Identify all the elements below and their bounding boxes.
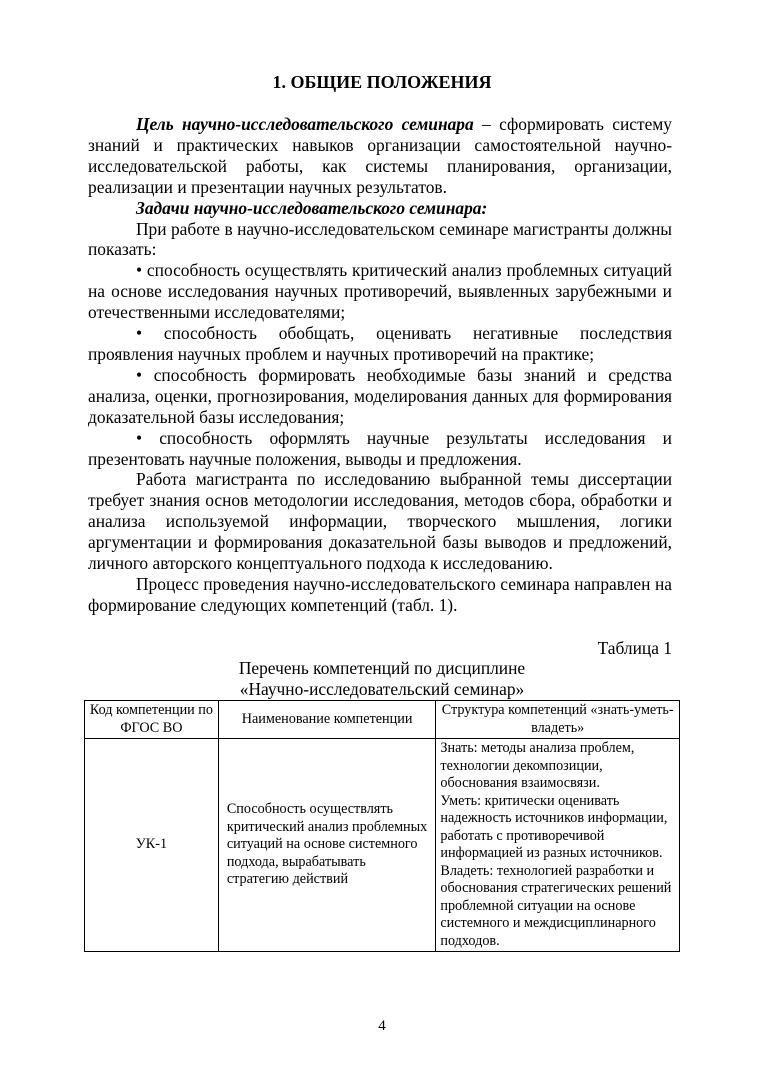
intro-paragraph: При работе в научно-исследовательском семинаре магистранты должны показать: [88,218,672,260]
table-header-row [85,701,680,739]
goal-text: – сформировать систему знаний и практических навыков организации самостоятельной научно-исследовательской работы, как системы планирования, организации, реализации и презентации научных результатов. [88,114,672,197]
goal-paragraph [88,114,672,198]
process-paragraph: Процесс проведения научно-исследовательского семинара направлен на формирование следующих компетенций (табл. 1). [88,573,672,615]
table-label: Таблица 1 [597,638,672,658]
structure-own: Владеть: технологией разработки и обоснования стратегических решений проблемной ситуации на основе системного и междисциплинарного подходов. [440,862,672,949]
section-heading: 1. ОБЩИЕ ПОЛОЖЕНИЯ [272,72,492,92]
structure-know: Знать: методы анализа проблем, технологии декомпозиции, обоснования взаимосвязи. [440,740,635,791]
table-caption [0,658,764,700]
bullet-item: • способность обобщать, оценивать негативные последствия проявления научных проблем и научных противоречий на практике; [88,323,672,364]
goal-lead: Цель научно-исследовательского семинара [136,114,474,134]
structure-can: Уметь: критически оценивать надежность источников информации, работать с противоречивой информацией из разных источников. [440,792,668,861]
table-caption-line: «Научно-исследовательский семинар» [239,679,525,699]
bullet-item: • способность формировать необходимые базы знаний и средства анализа, оценки, прогнозирования, моделирования данных для формирования доказательной базы исследования; [88,364,672,427]
header-structure: Структура компетенций «знать-уметь-владеть» [436,701,680,739]
work-paragraph: Работа магистранта по исследованию выбранной темы диссертации требует знания основ методологии исследования, методов сбора, обработки и анализа используемой информации, творческого мышления, логики аргументации и формирования доказательной базы выводов и предложений, личного авторского концептуального подхода к исследованию. [88,469,672,574]
header-name: Наименование компетенции [218,701,436,739]
bullet-item: • способность оформлять научные результаты исследования и презентовать научные положения, выводы и предложения. [88,427,672,469]
body-text [88,114,672,616]
competencies-table [84,700,680,952]
page-number: 4 [378,1018,386,1034]
table-row [85,739,680,952]
cell-structure [436,739,680,952]
cell-code: УК-1 [85,739,219,952]
tasks-heading: Задачи научно-исследовательского семинара: [136,197,488,218]
bullet-item: • способность осуществлять критический анализ проблемных ситуаций на основе исследования научных противоречий, выявленных зарубежными и отечественными исследователями; [88,260,672,323]
header-code: Код компетенции по ФГОС ВО [85,701,219,739]
table-caption-line: Перечень компетенций по дисциплине [238,658,526,678]
cell-name: Способность осуществлять критический анализ проблемных ситуаций на основе системного подхода, вырабатывать стратегию действий [218,739,436,952]
